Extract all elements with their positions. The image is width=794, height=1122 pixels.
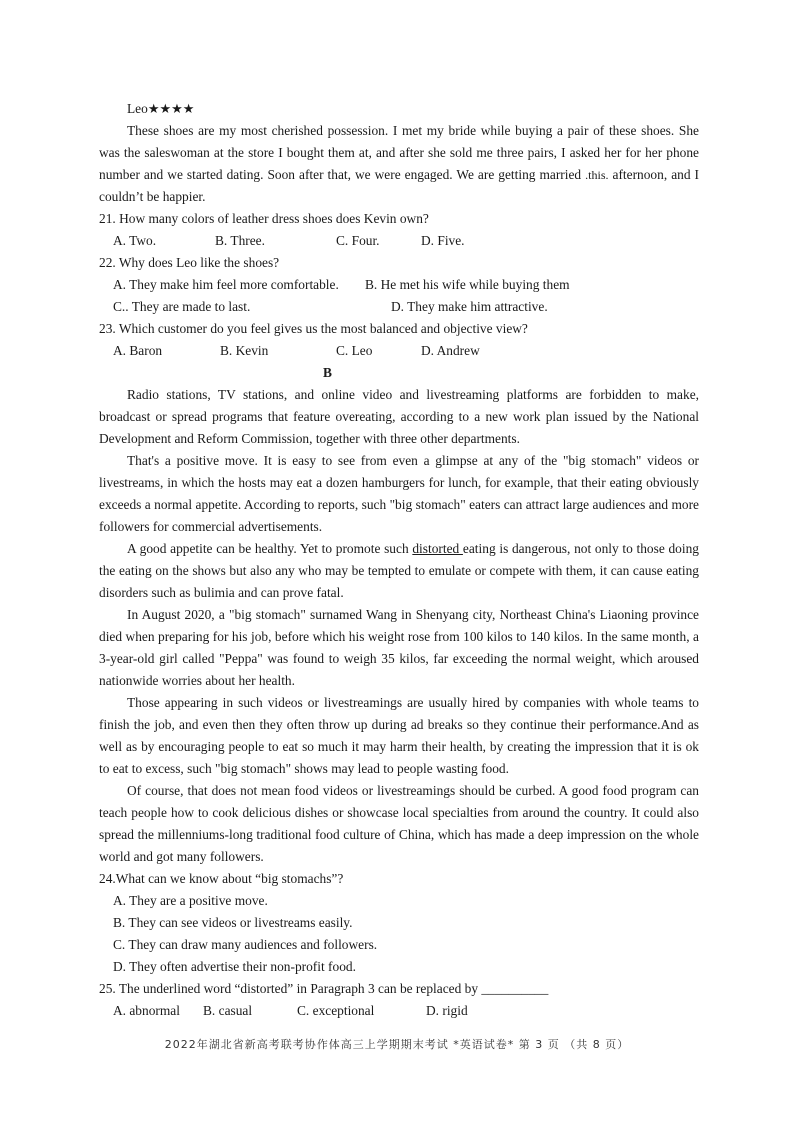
- section-b-heading: B: [323, 365, 332, 380]
- question-23-options: [99, 340, 699, 362]
- question-25-stem: 25. The underlined word “distorted” in Paragraph 3 can be replaced by __________: [99, 981, 549, 996]
- leo-review-text: These shoes are my most cherished possession. I met my bride while buying a pair of these shoes. She was the saleswoman at the store I bought them at, and after she sold me three pairs, I asked her for her phone number and we started dating. Soon after that, we were engaged. We are getting married .this. afternoon, and I couldn’t be happier.: [99, 123, 700, 204]
- rating-stars: ★★★★: [147, 102, 195, 117]
- question-22-stem: 22. Why does Leo like the shoes?: [99, 255, 280, 270]
- passage-paragraph-4: In August 2020, a "big stomach" surnamed Wang in Shenyang city, Northeast China's Liaoning province died when preparing for his job, before which his weight rose from 100 kilos to 140 kilos. In the same month, a 3-year-old girl called "Peppa" was found to weigh 35 kilos, far exceeding the normal weight, which aroused nationwide worries about her health.: [99, 607, 699, 688]
- question-23-stem: 23. Which customer do you feel gives us the most balanced and objective view?: [99, 321, 528, 336]
- passage-paragraph-1: Radio stations, TV stations, and online video and livestreaming platforms are forbidden to make, broadcast or spread programs that feature overeating, according to a new work plan issued by the National Development and Reform Commission, together with three other departments.: [99, 387, 699, 446]
- underlined-word-distorted: distorted: [412, 541, 463, 556]
- q21-option-b: B. Three.: [215, 233, 265, 248]
- question-22-options-row1: [99, 274, 699, 296]
- q24-option-d: D. They often advertise their non-profit food.: [113, 959, 356, 974]
- q24-option-c: C. They can draw many audiences and followers.: [113, 937, 378, 952]
- reviewer-heading: [127, 98, 194, 121]
- q21-option-a: A. Two.: [113, 233, 157, 248]
- q23-option-a: A. Baron: [113, 343, 163, 358]
- q22-option-a: A. They make him feel more comfortable.: [113, 277, 339, 292]
- q22-option-d: D. They make him attractive.: [391, 299, 548, 314]
- question-21-options: [99, 230, 699, 252]
- page-footer: 2022年湖北省新高考联考协作体高三上学期期末考试 *英语试卷* 第 3 页 （共 8 页）: [164, 1038, 630, 1051]
- question-21-stem: 21. How many colors of leather dress shoes does Kevin own?: [99, 211, 429, 226]
- q25-option-a: A. abnormal: [113, 1003, 180, 1018]
- q23-option-c: C. Leo: [336, 343, 373, 358]
- q21-option-d: D. Five.: [421, 233, 465, 248]
- passage-paragraph-6: Of course, that does not mean food videos or livestreamings should be curbed. A good food program can teach people how to cook delicious dishes or showcase local specialties from around the country. It could also spread the millenniums-long traditional food culture of China, which has made a deep impression on the whole world and got many followers.: [99, 783, 699, 864]
- review-this: .this.: [585, 168, 609, 182]
- passage-paragraph-5: Those appearing in such videos or livestreamings are usually hired by companies with whole teams to finish the job, and even then they often throw up during ad breaks so they continue their performance.And as well as by encouraging people to eat so much it may harm their health, by creating the impression that it is ok to eat to excess, such "big stomach" shows may lead to people wasting food.: [99, 695, 699, 776]
- q21-option-c: C. Four.: [336, 233, 380, 248]
- q22-option-b: B. He met his wife while buying them: [365, 277, 570, 292]
- q24-option-a: A. They are a positive move.: [113, 893, 268, 908]
- reviewer-name: Leo: [127, 101, 148, 116]
- q25-option-d: D. rigid: [426, 1003, 468, 1018]
- passage-paragraph-3: A good appetite can be healthy. Yet to promote such distorted eating is dangerous, not only to those doing the eating on the shows but also any who may be tempted to emulate or compete with them, it can cause eating disorders such as bulimia and can prove fatal.: [99, 541, 699, 600]
- q22-option-c: C.. They are made to last.: [113, 299, 251, 314]
- q23-option-d: D. Andrew: [421, 343, 480, 358]
- q23-option-b: B. Kevin: [220, 343, 269, 358]
- question-24-stem: 24.What can we know about “big stomachs”?: [99, 871, 344, 886]
- q25-option-c: C. exceptional: [297, 1003, 375, 1018]
- question-25-options: [99, 1000, 699, 1022]
- passage-paragraph-2: That's a positive move. It is easy to see from even a glimpse at any of the "big stomach" videos or livestreams, in which the hosts may eat a dozen hamburgers for lunch, for example, that their eating obviously exceeds a normal appetite. According to reports, such "big stomach" eaters can attract large audiences and more followers for commercial advertisements.: [99, 453, 699, 534]
- q25-option-b: B. casual: [203, 1003, 253, 1018]
- question-22-options-row2: [99, 296, 699, 318]
- q24-option-b: B. They can see videos or livestreams easily.: [113, 915, 353, 930]
